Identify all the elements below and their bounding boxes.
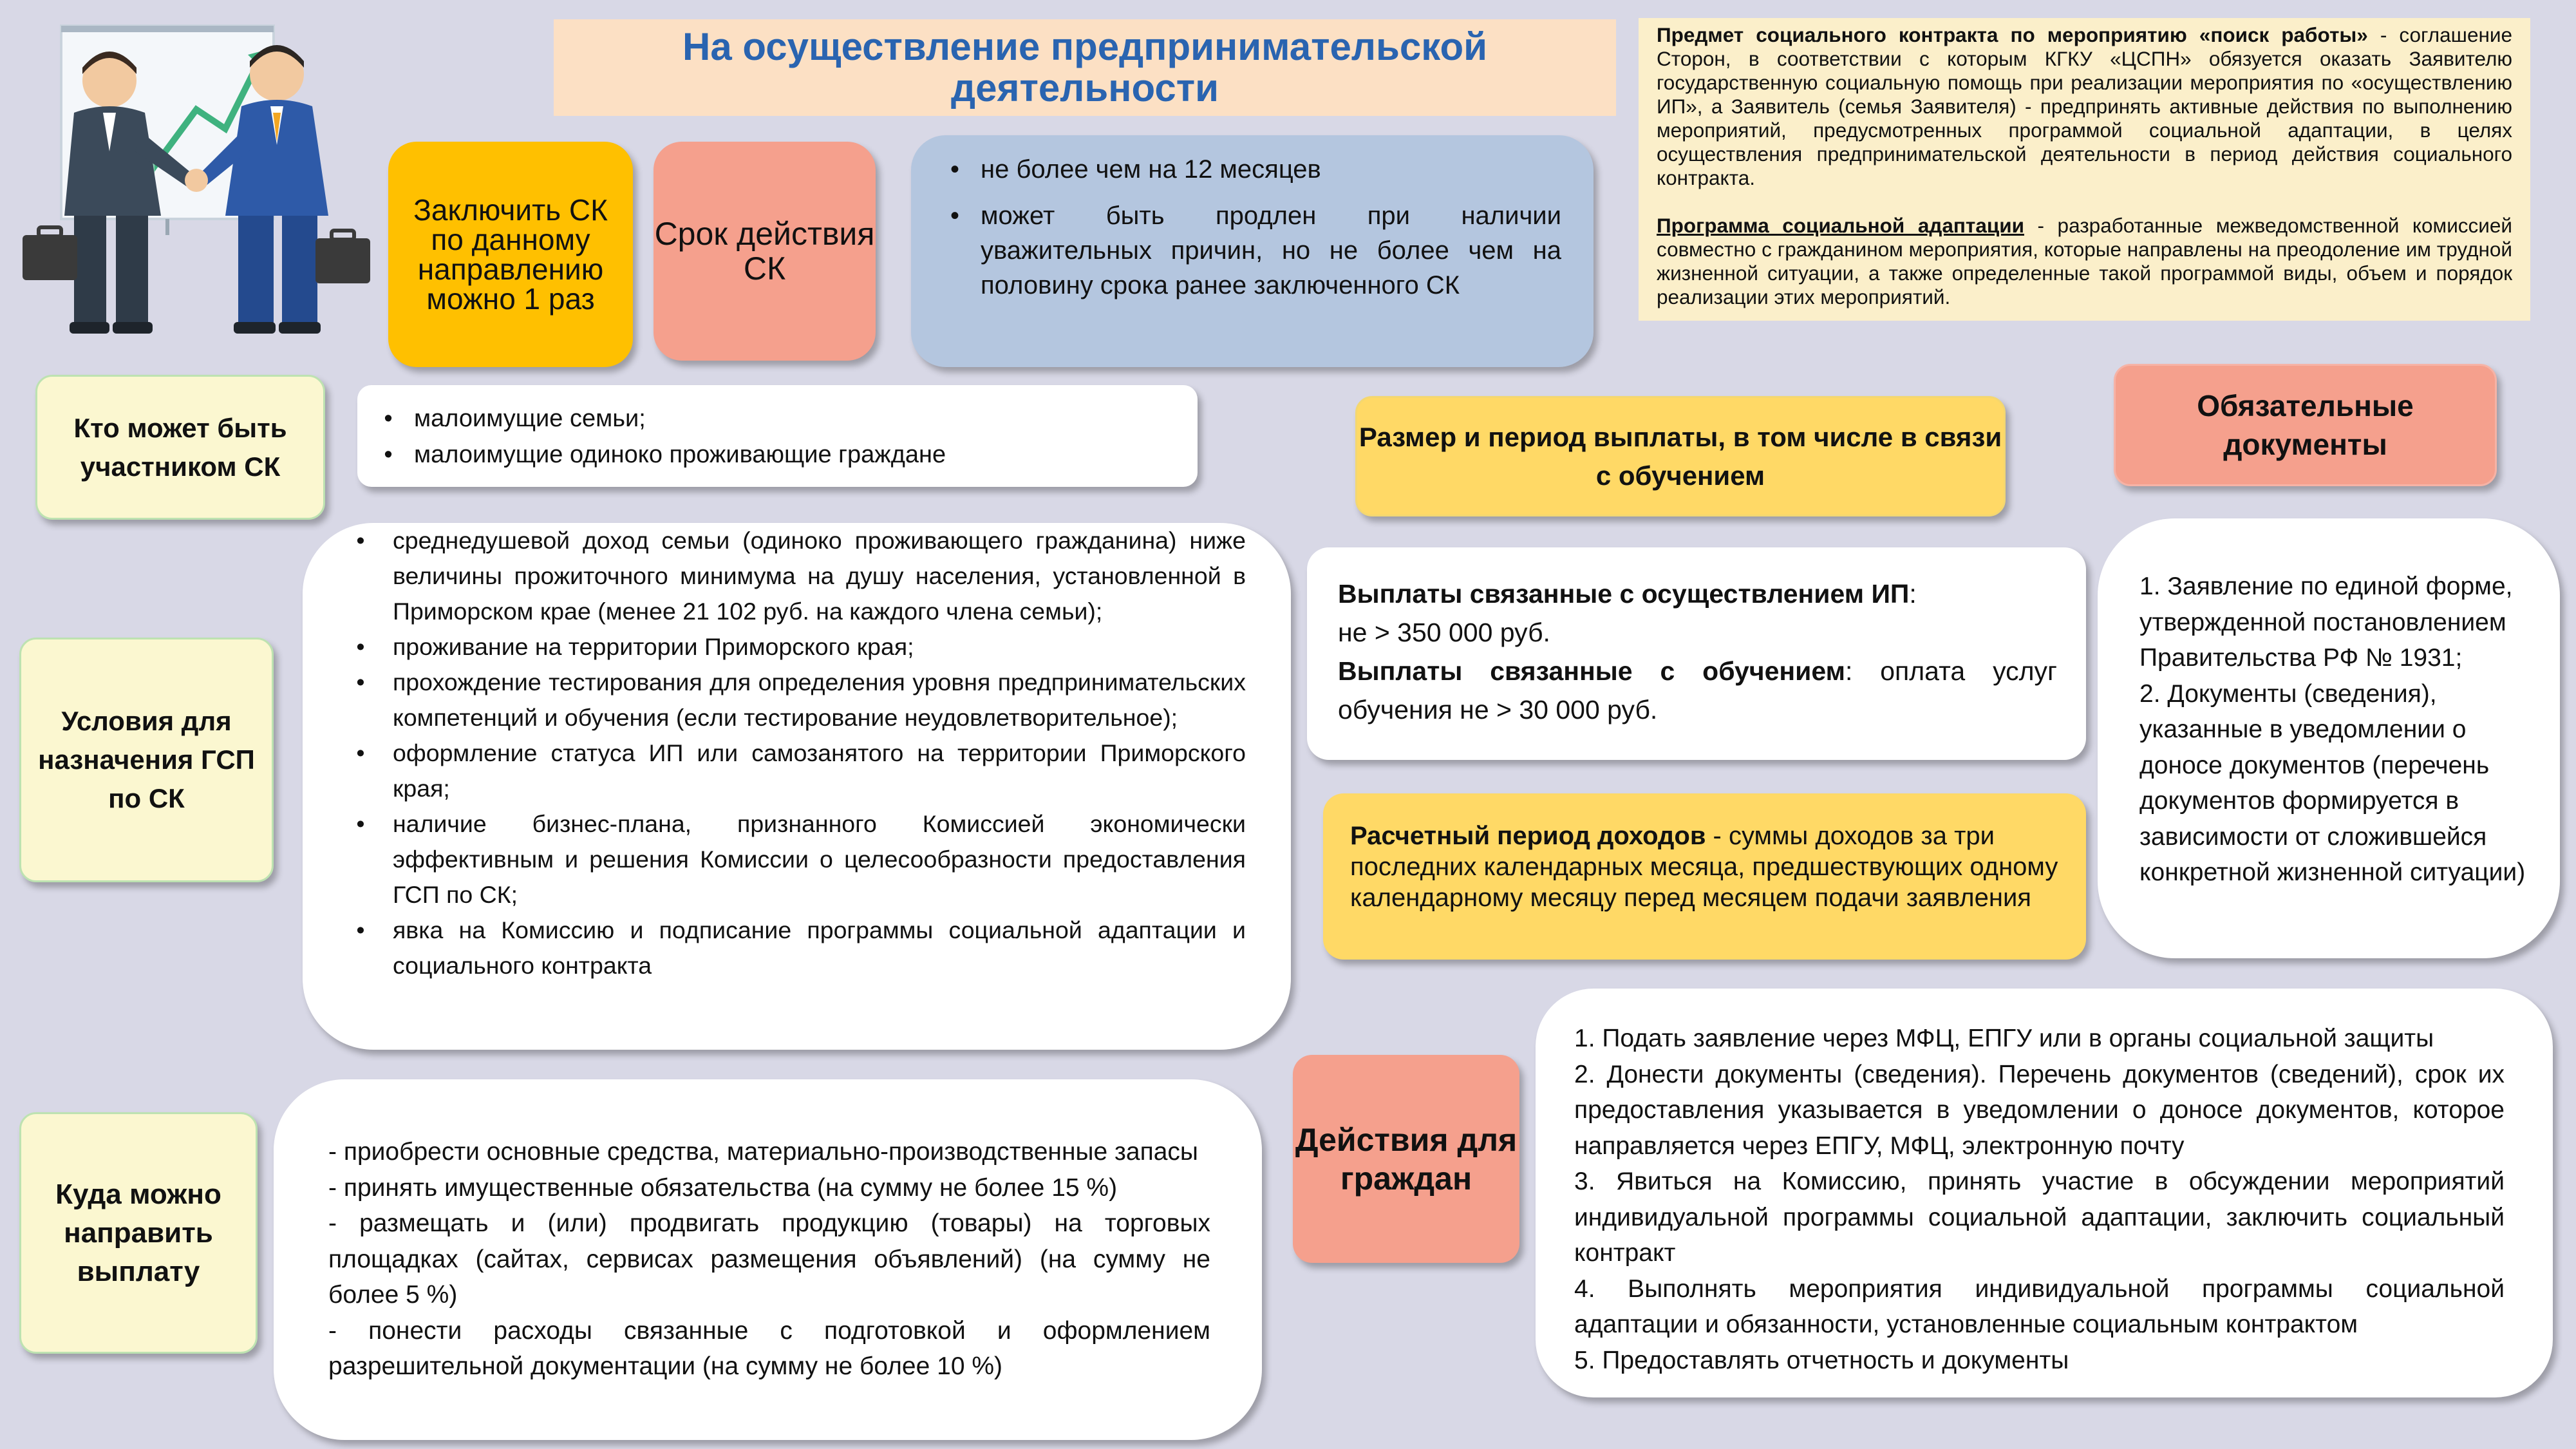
term-label-text: Срок действия СК xyxy=(654,216,875,287)
calc-period-term: Расчетный период доходов xyxy=(1350,822,1706,850)
where-list xyxy=(274,1079,1262,1440)
actions-label-text: Действия для граждан xyxy=(1295,1121,1518,1197)
term-info-panel xyxy=(911,135,1594,367)
subject-text: - соглашение Сторон, в соответствии с которым КГКУ «ЦСПН» обязуется оказать Заявителю государственную социальную помощь при реализации мероприятия по «осуществлению ИП», а Заявитель (семья Заявителя) - предпринять активные действия по выполнению мероприятий, предусмотренных программой социальной адаптации, в целях осуществления предпринимательской деятельности в период действия социального контракта. xyxy=(1657,23,2512,189)
conditions-list xyxy=(303,523,1291,1050)
conditions-label-text: Условия для назначения ГСП по СК xyxy=(38,706,255,813)
payment-edu-value: : оплата услуг обучения не > 30 000 руб. xyxy=(1338,656,2057,724)
subject-definition xyxy=(1657,23,2512,190)
action-item: 5. Предоставлять отчетность и документы xyxy=(1574,1346,2069,1374)
who-label-text: Кто может быть участником СК xyxy=(73,412,287,482)
payment-ip-line xyxy=(1338,574,2057,613)
condition-item: • среднедушевой доход семьи (одиноко проживающего гражданина) ниже величины прожиточного минимума на душу населения, установленной в Приморском крае (менее 21 102 руб. на каждого члена семьи); xyxy=(393,523,1246,629)
conditions-label xyxy=(19,638,274,882)
conclude-once-text: Заключить СК по данному направлению можно 1 раз xyxy=(413,193,608,316)
payment-ip-value: не > 350 000 руб. xyxy=(1338,618,1550,647)
where-label xyxy=(19,1112,258,1354)
page-title-text: На осуществление предпринимательской деятельности xyxy=(682,25,1487,109)
definitions-panel xyxy=(1639,18,2530,321)
action-item: 3. Явиться на Комиссию, принять участие в обсуждении мероприятий индивидуальной программы социальной адаптации, заключить социальный контракт xyxy=(1574,1168,2505,1267)
who-item: • малоимущие одиноко проживающие граждане xyxy=(414,437,1172,473)
payment-edu-line xyxy=(1338,652,2057,729)
term-item: • не более чем на 12 месяцев xyxy=(981,152,1561,187)
page-title xyxy=(554,19,1616,116)
who-label xyxy=(35,375,325,520)
program-definition xyxy=(1657,214,2512,309)
condition-item: • прохождение тестирования для определения уровня предпринимательских компетенций и обучения (если тестирование неудовлетворительное); xyxy=(393,665,1246,735)
documents-label-text: Обязательные документы xyxy=(2197,389,2414,461)
term-item: • может быть продлен при наличии уважительных причин, но не более чем на половину срока ранее заключенного СК xyxy=(981,198,1561,303)
condition-item: • оформление статуса ИП или самозанятого на территории Приморского края; xyxy=(393,735,1246,806)
action-item: 4. Выполнять мероприятия индивидуальной программы социальной адаптации и обязанности, установленные социальным контрактом xyxy=(1574,1274,2505,1338)
conclude-once-badge xyxy=(388,142,633,367)
program-text: - разработанные межведомственной комиссией совместно с гражданином мероприятия, которые направлены на преодоление им трудной жизненной ситуации, а также определенные такой программой виды, объем и порядок реализации этих мероприятий. xyxy=(1657,214,2513,308)
payment-info xyxy=(1307,547,2086,760)
payment-ip-label: Выплаты связанные с осуществлением ИП xyxy=(1338,579,1910,609)
documents-list xyxy=(2098,518,2560,958)
payment-edu-label: Выплаты связанные с обучением xyxy=(1338,656,1845,686)
where-item: - размещать и (или) продвигать продукцию (товары) на торговых площадках (сайтах, сервисах размещения объявлений) (на сумму не более 5 %) xyxy=(328,1209,1210,1309)
calc-period-info xyxy=(1323,793,2086,960)
payment-label-text: Размер и период выплаты, в том числе в связи с обучением xyxy=(1359,421,2002,491)
document-item: 2. Документы (сведения), указанные в уведомлении о доносе документов (перечень документов формируется в зависимости от сложившейся конкретной жизненной ситуации) xyxy=(2139,679,2526,886)
where-item: - приобрести основные средства, материально-производственные запасы xyxy=(328,1138,1198,1166)
documents-label xyxy=(2114,364,2497,486)
payment-label xyxy=(1355,396,2006,516)
where-item: - принять имущественные обязательства (на сумму не более 15 %) xyxy=(328,1173,1118,1202)
business-handshake-illustration xyxy=(13,23,373,345)
action-item: 2. Донести документы (сведения). Перечень документов (сведений), срок их предоставления указывается в уведомлении о доносе документов, которое направляется через ЕПГУ, МФЦ, электронную почту xyxy=(1574,1060,2505,1160)
action-item: 1. Подать заявление через МФЦ, ЕПГУ или в органы социальной защиты xyxy=(1574,1025,2434,1052)
who-item: • малоимущие семьи; xyxy=(414,401,1172,437)
condition-item: • проживание на территории Приморского края; xyxy=(393,629,1246,665)
subject-term: Предмет социального контракта по мероприятию «поиск работы» xyxy=(1657,23,2368,46)
actions-label xyxy=(1293,1055,1519,1263)
document-item: 1. Заявление по единой форме, утвержденной постановлением Правительства РФ № 1931; xyxy=(2139,573,2513,672)
where-item: - понести расходы связанные с подготовкой и оформлением разрешительной документации (на сумму не более 10 %) xyxy=(328,1316,1210,1380)
who-list xyxy=(357,385,1198,487)
payment-ip-suffix: : xyxy=(1909,579,1917,609)
condition-item: • явка на Комиссию и подписание программы социальной адаптации и социального контракта xyxy=(393,913,1246,983)
condition-item: • наличие бизнес-плана, признанного Комиссией экономически эффективным и решения Комиссии о целесообразности предоставления ГСП по СК; xyxy=(393,806,1246,913)
term-label xyxy=(653,142,876,361)
where-label-text: Куда можно направить выплату xyxy=(55,1178,221,1287)
program-term: Программа социальной адаптации xyxy=(1657,214,2024,237)
actions-list xyxy=(1536,989,2553,1397)
calc-period-text: - суммы доходов за три последних календарных месяца, предшествующих одному календарному месяцу перед месяцем подачи заявления xyxy=(1350,822,2058,912)
